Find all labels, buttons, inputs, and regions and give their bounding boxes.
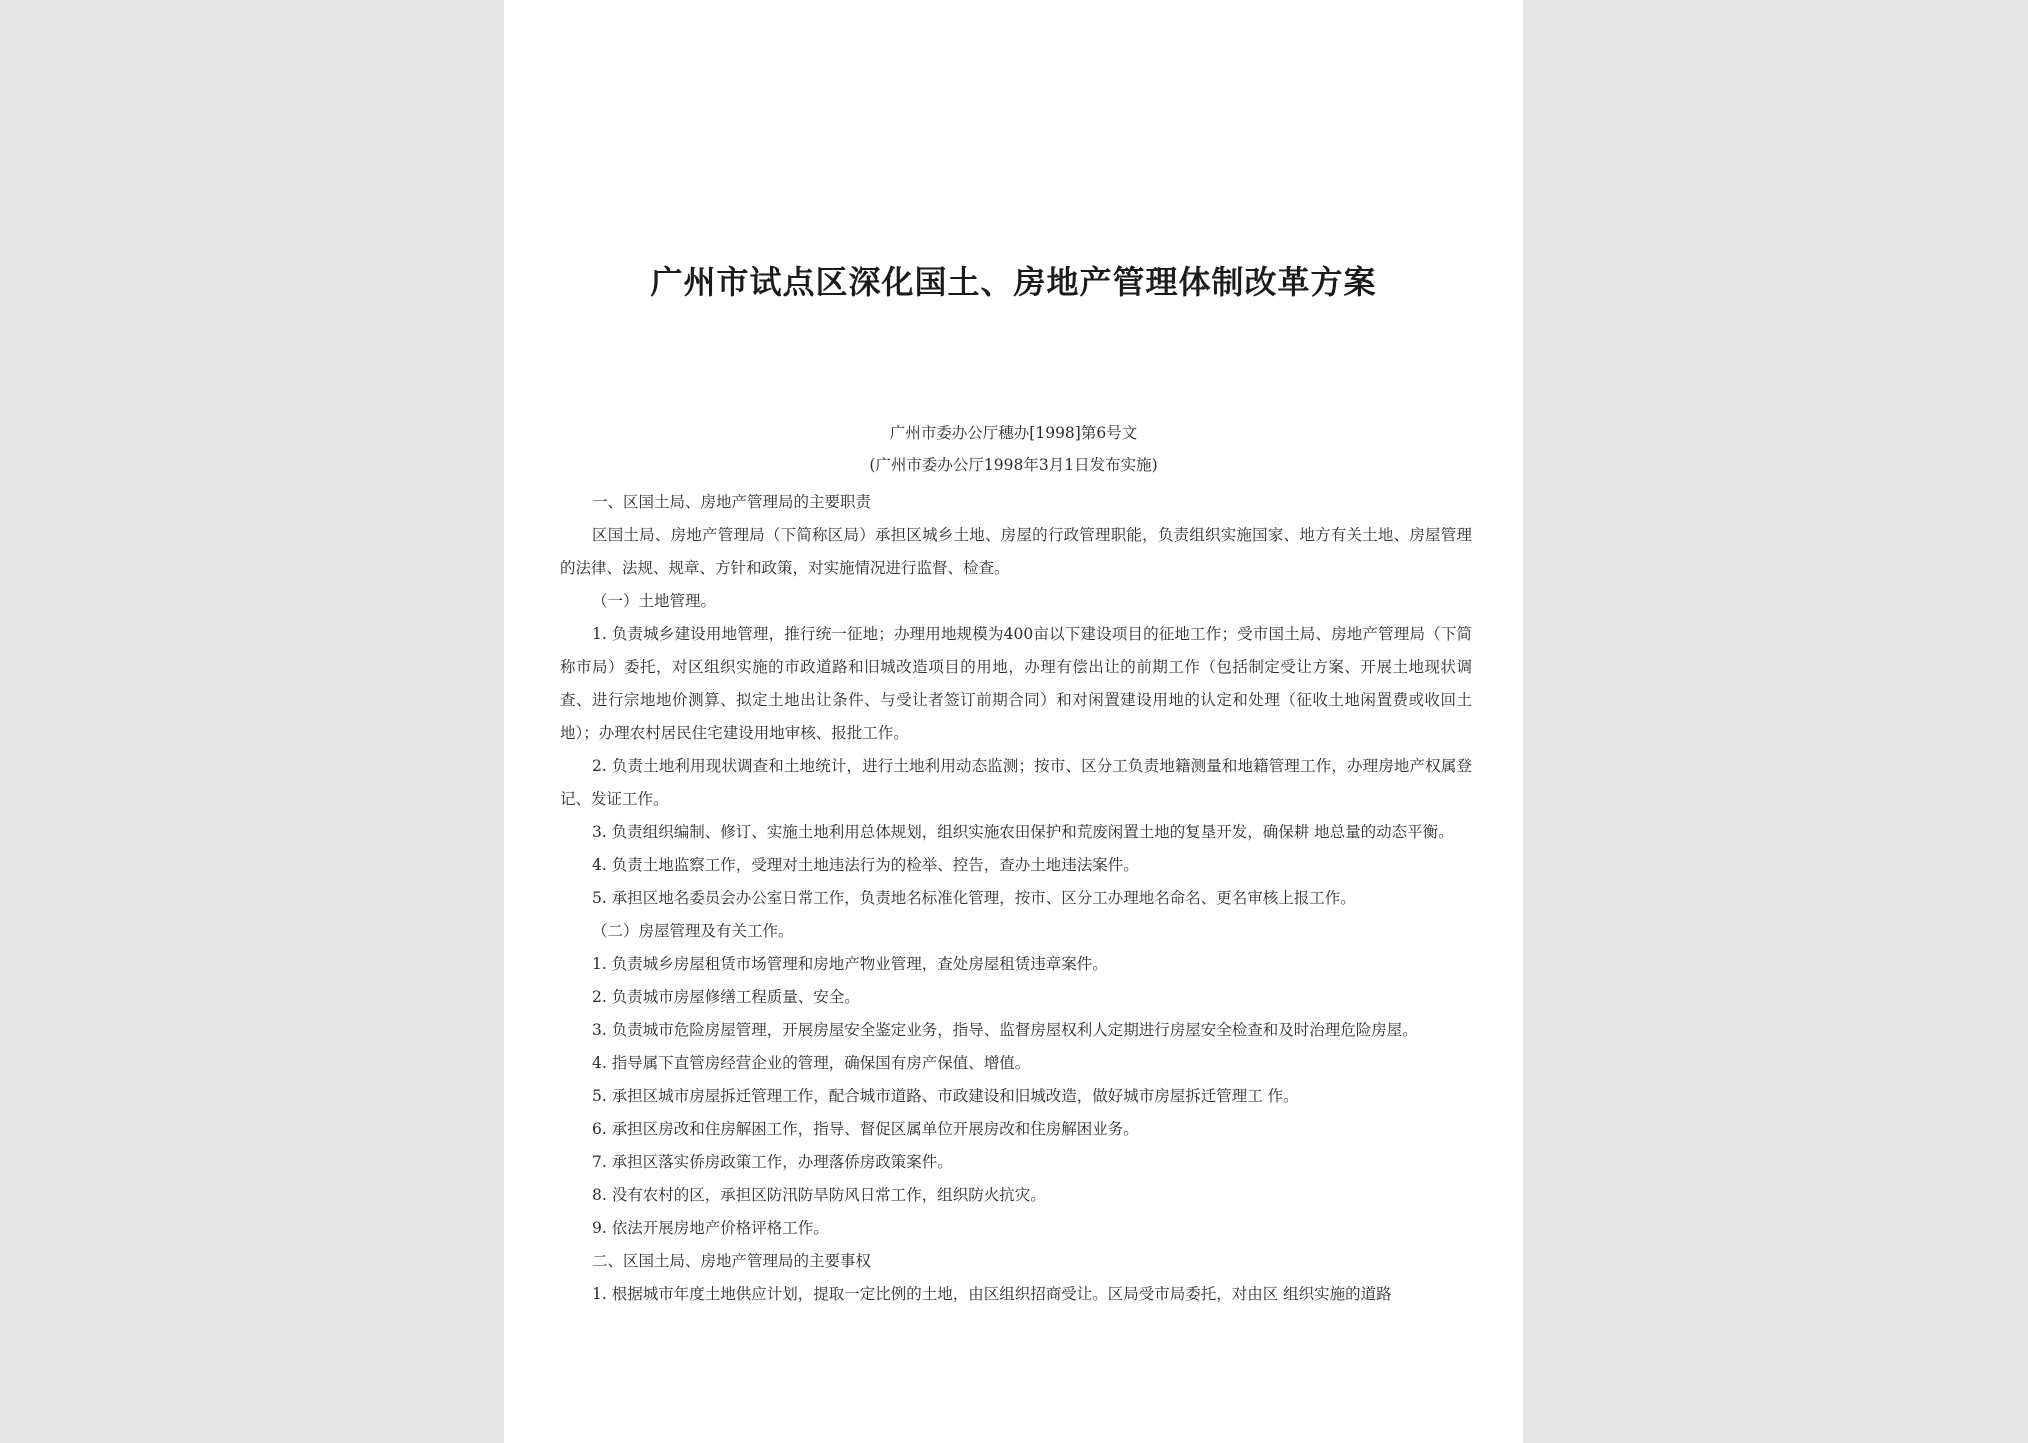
paragraph: 5. 承担区地名委员会办公室日常工作，负责地名标准化管理，按市、区分工办理地名命名、更名审核上报工作。 (592, 889, 1356, 907)
date-line: (广州市委办公厅1998年3月1日发布实施) (869, 456, 1158, 474)
paragraph: 4. 指导属下直管房经营企业的管理，确保国有房产保值、增值。 (592, 1054, 1031, 1072)
paragraph: 5. 承担区城市房屋拆迁管理工作，配合城市道路、市政建设和旧城改造，做好城市房屋拆迁管理工 作。 (592, 1087, 1299, 1105)
paragraph: 2. 负责土地利用现状调查和土地统计，进行土地利用动态监测；按市、区分工负责地籍测量和地籍管理工作，办理房地产权属登记、发证工作。 (560, 757, 1472, 808)
document-page (504, 0, 1523, 1443)
paragraph: 4. 负责土地监察工作，受理对土地违法行为的检举、控告，查办土地违法案件。 (592, 856, 1139, 874)
paragraph: 7. 承担区落实侨房政策工作，办理落侨房政策案件。 (592, 1153, 953, 1171)
paragraph: 1. 负责城乡房屋租赁市场管理和房地产物业管理，查处房屋租赁违章案件。 (592, 955, 1108, 973)
section-heading: 一、区国土局、房地产管理局的主要职责 (592, 493, 872, 511)
paragraph: 1. 负责城乡建设用地管理，推行统一征地；办理用地规模为400亩以下建设项目的征地工作；受市国土局、房地产管理局（下简称市局）委托，对区组织实施的市政道路和旧城改造项目的用地，办理有偿出让的前期工作（包括制定受让方案、开展土地现状调查、进行宗地地价测算、拟定土地出让条件、与受让者签订前期合同）和对闲置建设用地的认定和处理（征收土地闲置费或收回土地）；办理农村居民住宅建设用地审核、报批工作。 (560, 625, 1472, 742)
paragraph: 8. 没有农村的区，承担区防汛防旱防风日常工作，组织防火抗灾。 (592, 1186, 1046, 1204)
paragraph: 3. 负责城市危险房屋管理，开展房屋安全鉴定业务，指导、监督房屋权利人定期进行房屋安全检查和及时治理危险房屋。 (592, 1021, 1418, 1039)
paragraph: 3. 负责组织编制、修订、实施土地利用总体规划，组织实施农田保护和荒废闲置土地的复垦开发，确保耕 地总量的动态平衡。 (592, 823, 1454, 841)
paragraph: 区国土局、房地产管理局（下简称区局）承担区城乡土地、房屋的行政管理职能，负责组织实施国家、地方有关土地、房屋管理的法律、法规、规章、方针和政策，对实施情况进行监督、检查。 (560, 526, 1472, 577)
paragraph: 1. 根据城市年度土地供应计划，提取一定比例的土地，由区组织招商受让。区局受市局委托，对由区 组织实施的道路 (592, 1285, 1392, 1303)
subsection-heading: （一）土地管理。 (592, 592, 717, 610)
section-heading: 二、区国土局、房地产管理局的主要事权 (592, 1252, 872, 1270)
document-title: 广州市试点区深化国土、房地产管理体制改革方案 (650, 263, 1377, 301)
document-body (560, 486, 1472, 1311)
paragraph: 9. 依法开展房地产价格评格工作。 (592, 1219, 829, 1237)
issuer-line: 广州市委办公厅穗办[1998]第6号文 (889, 424, 1138, 442)
paragraph: 6. 承担区房改和住房解困工作，指导、督促区属单位开展房改和住房解困业务。 (592, 1120, 1139, 1138)
subsection-heading: （二）房屋管理及有关工作。 (592, 922, 794, 940)
paragraph: 2. 负责城市房屋修缮工程质量、安全。 (592, 988, 860, 1006)
